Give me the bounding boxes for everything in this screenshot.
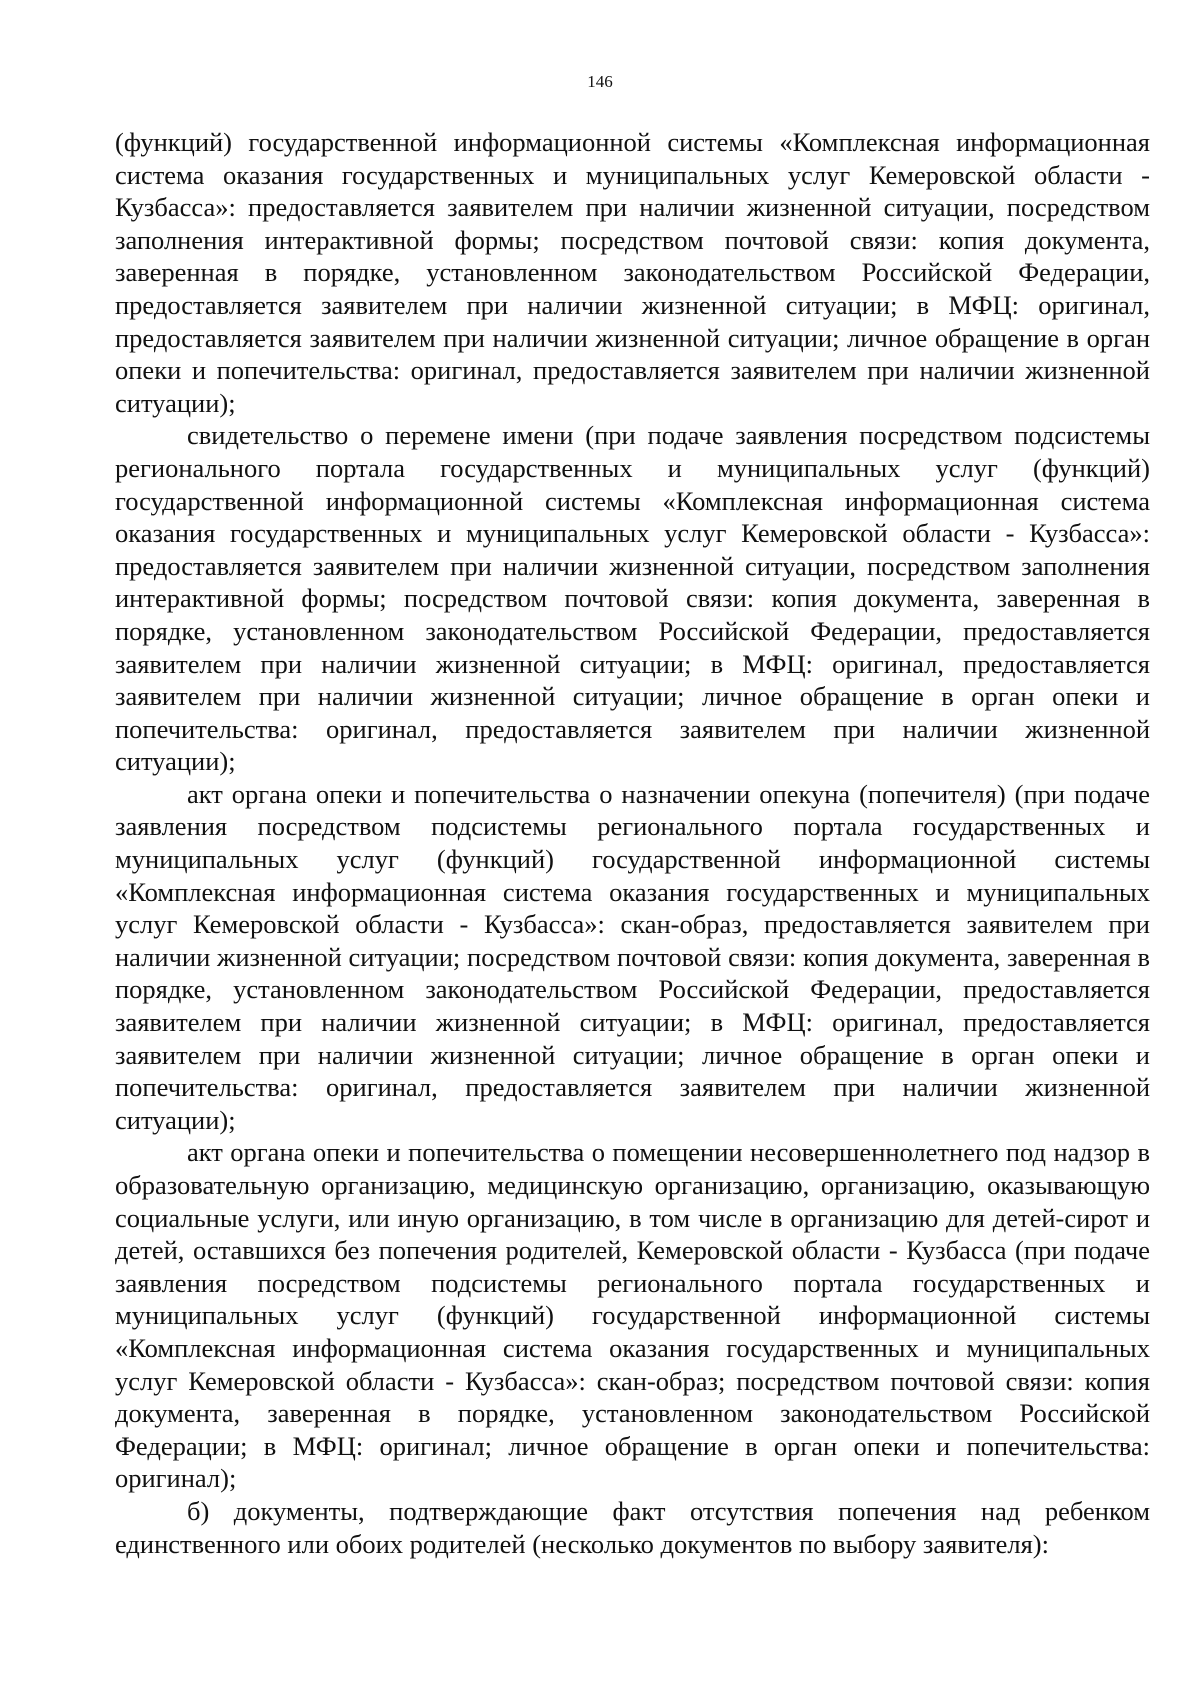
paragraph-guardian-appointment-act: акт органа опеки и попечительства о назначении опекуна (попечителя) (при подаче заявления посредством подсистемы регионального портала государственных и муниципальных услуг (функций) государственной информационной системы «Комплексная информационная система оказания государственных и муниципальных услуг Кемеровской области - Кузбасса»: скан-образ, предоставляется заявителем при наличии жизненной ситуации; посредством почтовой связи: копия документа, заверенная в порядке, установленном законодательством Российской Федерации, предоставляется заявителем при наличии жизненной ситуации; в МФЦ: оригинал, предоставляется заявителем при наличии жизненной ситуации; личное обращение в орган опеки и попечительства: оригинал, предоставляется заявителем при наличии жизненной ситуации); xyxy=(115,778,1150,1135)
page-number: 146 xyxy=(587,72,613,91)
paragraph-supervision-placement-act: акт органа опеки и попечительства о помещении несовершеннолетнего под надзор в образовательную организацию, медицинскую организацию, организацию, оказывающую социальные услуги, или иную организацию, в том числе в организацию для детей-сирот и детей, оставшихся без попечения родителей, Кемеровской области - Кузбасса (при подаче заявления посредством подсистемы регионального портала государственных и муниципальных услуг (функций) государственной информационной системы «Комплексная информационная система оказания государственных и муниципальных услуг Кемеровской области - Кузбасса»: скан-образ; посредством почтовой связи: копия документа, заверенная в порядке, установленном законодательством Российской Федерации; в МФЦ: оригинал; личное обращение в орган опеки и попечительства: оригинал); xyxy=(115,1137,1150,1494)
paragraph-parental-care-absence-documents: б) документы, подтверждающие факт отсутствия попечения над ребенком единственного или обоих родителей (несколько документов по выбору заявителя): xyxy=(115,1495,1150,1559)
paragraph-name-change-certificate: свидетельство о перемене имени (при подаче заявления посредством подсистемы регионального портала государственных и муниципальных услуг (функций) государственной информационной системы «Комплексная информационная система оказания государственных и муниципальных услуг Кемеровской области - Кузбасса»: предоставляется заявителем при наличии жизненной ситуации, посредством заполнения интерактивной формы; посредством почтовой связи: копия документа, заверенная в порядке, установленном законодательством Российской Федерации, предоставляется заявителем при наличии жизненной ситуации; в МФЦ: оригинал, предоставляется заявителем при наличии жизненной ситуации; личное обращение в орган опеки и попечительства: оригинал, предоставляется заявителем при наличии жизненной ситуации); xyxy=(115,420,1150,777)
document-body xyxy=(115,126,1150,1560)
paragraph-continuation: (функций) государственной информационной системы «Комплексная информационная система оказания государственных и муниципальных услуг Кемеровской области - Кузбасса»: предоставляется заявителем при наличии жизненной ситуации, посредством заполнения интерактивной формы; посредством почтовой связи: копия документа, заверенная в порядке, установленном законодательством Российской Федерации, предоставляется заявителем при наличии жизненной ситуации; в МФЦ: оригинал, предоставляется заявителем при наличии жизненной ситуации; личное обращение в орган опеки и попечительства: оригинал, предоставляется заявителем при наличии жизненной ситуации); xyxy=(115,127,1150,418)
